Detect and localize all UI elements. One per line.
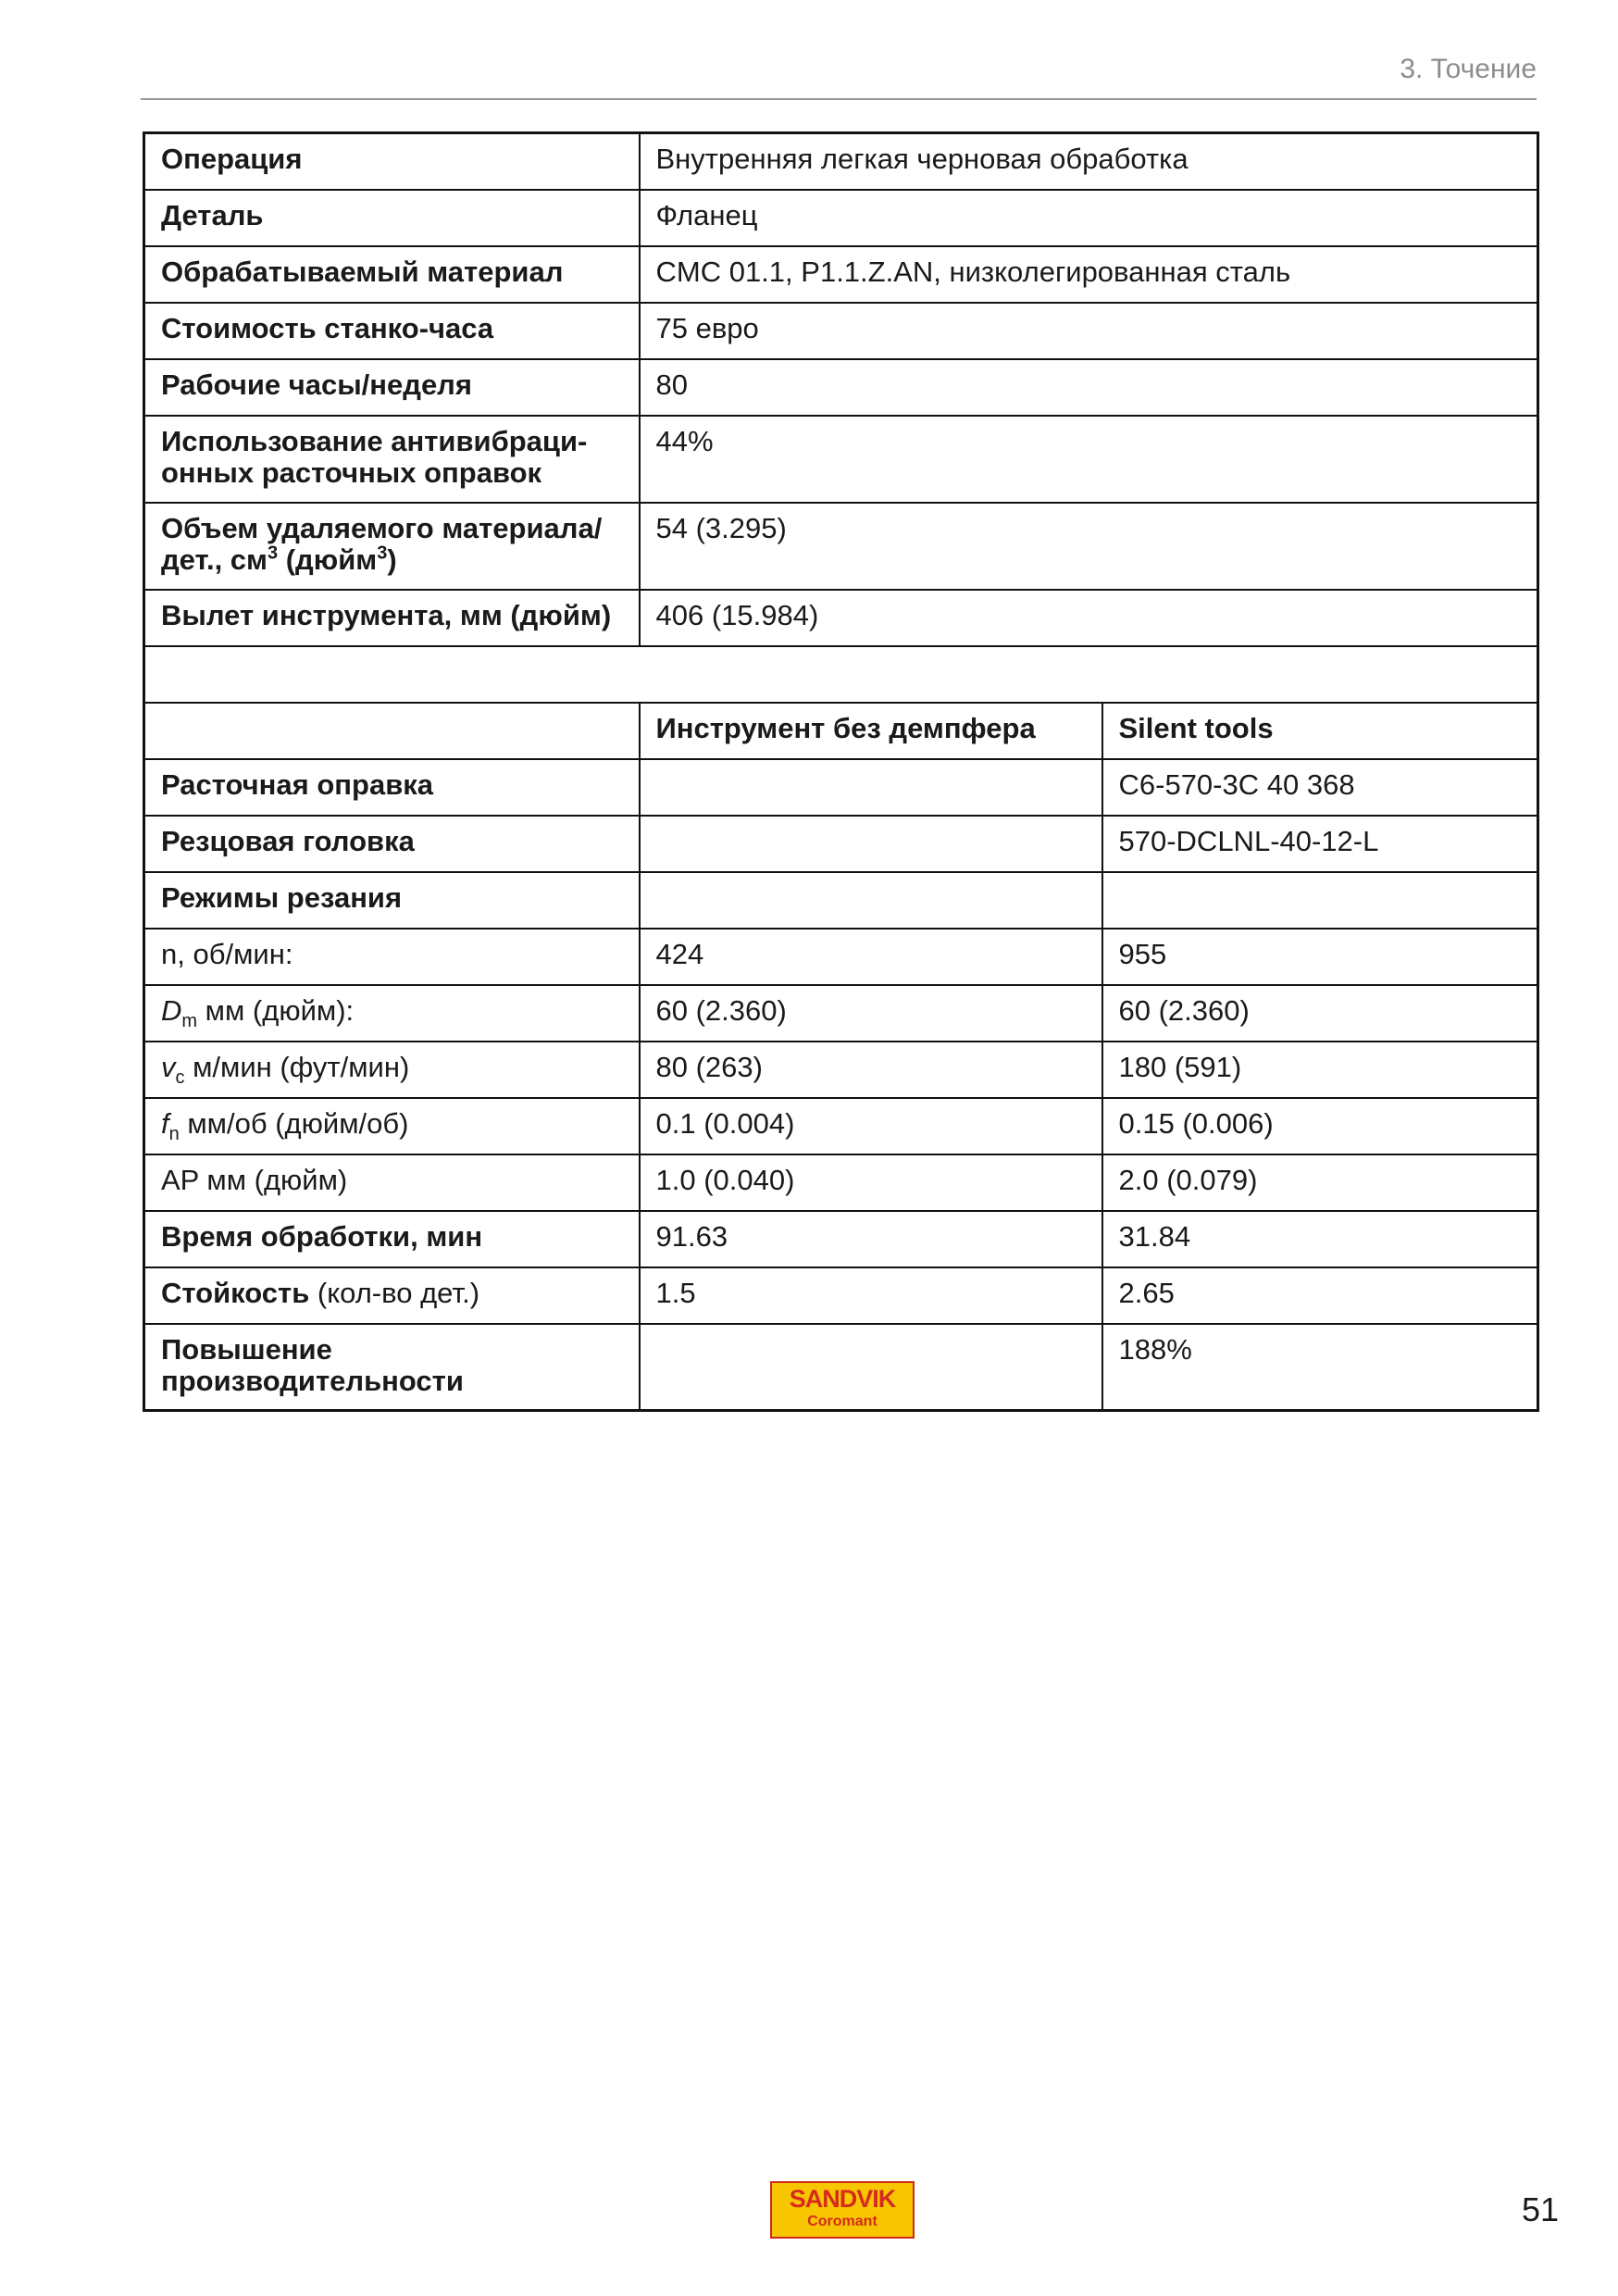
row-label [144, 1324, 640, 1411]
cell-no-damper [640, 759, 1102, 816]
cell-silent-tools: 31.84 [1102, 1211, 1538, 1267]
label-text: мм (дюйм): [197, 993, 355, 1027]
cell-silent-tools: 180 (591) [1102, 1042, 1538, 1098]
superscript: 3 [267, 543, 279, 564]
row-value: 54 (3.295) [640, 503, 1538, 590]
cell-no-damper [640, 816, 1102, 872]
cell-no-damper: 1.5 [640, 1267, 1102, 1324]
label-line: производительности [161, 1364, 464, 1397]
label-line: Объем удаляемого материала/ [161, 511, 603, 544]
row-label: Стоимость станко-часа [144, 303, 640, 359]
cell-silent-tools: 570-DCLNL-40-12-L [1102, 816, 1538, 872]
row-value: CMC 01.1, P1.1.Z.AN, низколегированная сталь [640, 246, 1538, 303]
table-row [144, 503, 1538, 590]
row-label: AP мм (дюйм) [144, 1154, 640, 1211]
row-label: Операция [144, 133, 640, 190]
row-value: 75 евро [640, 303, 1538, 359]
cell-no-damper: 91.63 [640, 1211, 1102, 1267]
label-text: м/мин (фут/мин) [184, 1050, 410, 1083]
table-row [144, 1211, 1538, 1267]
row-label: Время обработки, мин [144, 1211, 640, 1267]
label-line [161, 544, 624, 576]
subscript: m [181, 1010, 198, 1031]
label-text: Стойкость [161, 1276, 310, 1309]
row-value: 406 (15.984) [640, 590, 1538, 646]
cell-no-damper [640, 1324, 1102, 1411]
row-value: Внутренняя легкая черновая обработка [640, 133, 1538, 190]
table-row [144, 816, 1538, 872]
table-row [144, 1267, 1538, 1324]
cell-silent-tools: 955 [1102, 929, 1538, 985]
row-value: Фланец [640, 190, 1538, 246]
column-header: Инструмент без демпфера [640, 703, 1102, 759]
logo-brand: SANDVIK [789, 2185, 896, 2213]
row-label [144, 985, 640, 1042]
row-label: Деталь [144, 190, 640, 246]
label-text: ) [387, 543, 397, 576]
label-text: (дюйм [278, 543, 378, 576]
label-text: (кол-во дет.) [309, 1276, 480, 1309]
spacer-row [144, 646, 1538, 703]
logo-sub: Coromant [807, 2214, 877, 2229]
label-text: дет., см [161, 543, 268, 576]
table-row [144, 246, 1538, 303]
superscript: 3 [377, 543, 388, 564]
cell-no-damper [640, 872, 1102, 929]
table-row [144, 1042, 1538, 1098]
table-row [144, 416, 1538, 503]
cell-silent-tools: 2.0 (0.079) [1102, 1154, 1538, 1211]
cell-silent-tools: 60 (2.360) [1102, 985, 1538, 1042]
page-number: 51 [1521, 2190, 1559, 2228]
row-label: Расточная оправка [144, 759, 640, 816]
table-row [144, 359, 1538, 416]
cell-silent-tools [1102, 872, 1538, 929]
table-row [144, 133, 1538, 190]
row-label [144, 1042, 640, 1098]
cell-silent-tools: 0.15 (0.006) [1102, 1098, 1538, 1154]
table-row [144, 190, 1538, 246]
page-header [141, 52, 1537, 100]
row-label: Обрабатываемый материал [144, 246, 640, 303]
table-row [144, 929, 1538, 985]
table-row [144, 1098, 1538, 1154]
row-label: Вылет инструмента, мм (дюйм) [144, 590, 640, 646]
row-label: n, об/мин: [144, 929, 640, 985]
symbol: v [161, 1050, 176, 1083]
table-row [144, 985, 1538, 1042]
subscript: n [168, 1123, 180, 1144]
row-label: Рабочие часы/неделя [144, 359, 640, 416]
cell-silent-tools: 188% [1102, 1324, 1538, 1411]
label-text: мм/об (дюйм/об) [179, 1106, 409, 1140]
row-label [144, 1267, 640, 1324]
spec-table [143, 131, 1539, 1412]
column-header: Silent tools [1102, 703, 1538, 759]
symbol: f [161, 1106, 169, 1140]
row-label: Резцовая головка [144, 816, 640, 872]
table-row [144, 303, 1538, 359]
cell-silent-tools: C6-570-3C 40 368 [1102, 759, 1538, 816]
row-value: 44% [640, 416, 1538, 503]
compare-header-row [144, 703, 1538, 759]
table-row [144, 590, 1538, 646]
label-line: Повышение [161, 1332, 332, 1366]
cell-silent-tools: 2.65 [1102, 1267, 1538, 1324]
section-title: 3. Точение [1400, 54, 1537, 84]
cell-no-damper: 424 [640, 929, 1102, 985]
table-row [144, 1154, 1538, 1211]
table-row [144, 1324, 1538, 1411]
table-row [144, 872, 1538, 929]
empty-cell [144, 646, 1538, 703]
row-value: 80 [640, 359, 1538, 416]
row-label [144, 416, 640, 503]
empty-cell [144, 703, 640, 759]
cell-no-damper: 60 (2.360) [640, 985, 1102, 1042]
cell-no-damper: 0.1 (0.004) [640, 1098, 1102, 1154]
symbol: D [161, 993, 182, 1027]
subscript: c [175, 1067, 185, 1088]
row-label: Режимы резания [144, 872, 640, 929]
row-label [144, 503, 640, 590]
label-line: онных расточных оправок [161, 455, 542, 489]
row-label [144, 1098, 640, 1154]
cell-no-damper: 80 (263) [640, 1042, 1102, 1098]
table-row [144, 759, 1538, 816]
cell-no-damper: 1.0 (0.040) [640, 1154, 1102, 1211]
label-line: Использование антивибраци- [161, 424, 588, 457]
sandvik-coromant-logo [770, 2181, 915, 2239]
